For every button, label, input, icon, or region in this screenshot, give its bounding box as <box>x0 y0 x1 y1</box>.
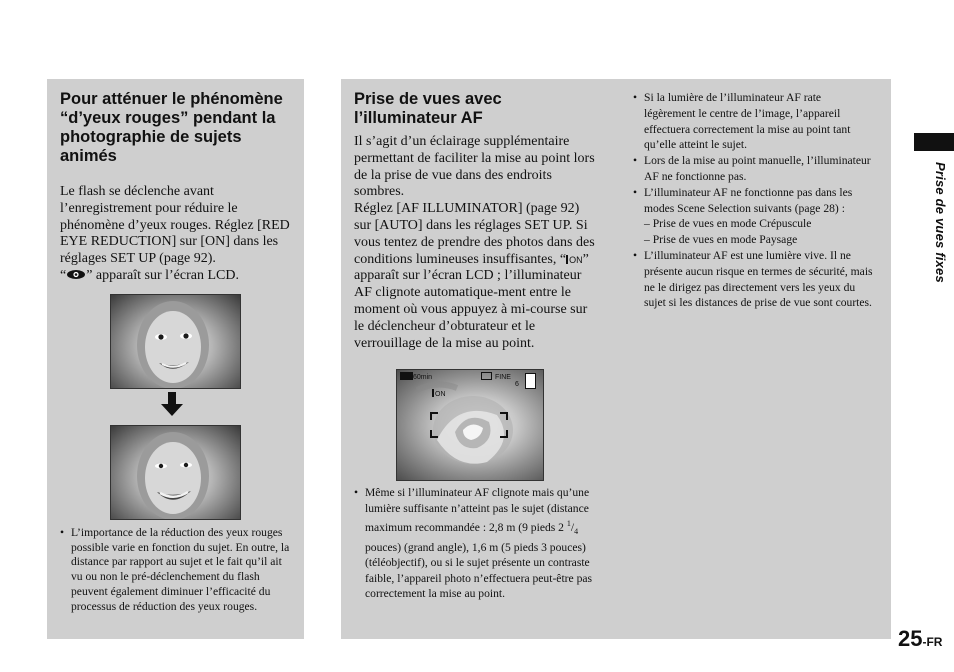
af-illuminator-heading: Prise de vues avec l’illuminateur AF <box>354 90 502 127</box>
af-illuminator-body <box>354 134 599 352</box>
list-item <box>60 526 292 614</box>
lcd-screen-illustration <box>396 369 544 481</box>
memory-card-icon <box>525 373 536 389</box>
bullet-glyph: • <box>354 486 359 499</box>
red-eye-icon <box>66 269 86 280</box>
af-lcd-label: ON <box>435 391 446 398</box>
af-frame-corner <box>430 412 438 420</box>
sub-list-item <box>633 216 873 232</box>
list-item-text: Lors de la mise au point manuelle, l’illuminateur AF ne fonctionne pas. <box>644 154 871 183</box>
af-instructions-text: Réglez [AF ILLUMINATOR] (page 92) sur [AUTO] dans les réglages SET UP. Si vous tentez de prendre des photos dans des conditions lumineuses insuffisantes, “ <box>354 201 595 267</box>
af-illuminator-lcd-icon <box>432 389 446 398</box>
af-illuminator-icon <box>566 255 583 265</box>
af-frame-corner <box>430 430 438 438</box>
af-instructions-end: ” apparaît sur l’écran LCD ; l’illuminateur AF clignote automatique-ment entre le moment où vous appuyez à mi-course sur le déclencheur d’obturateur et le verrouillage de la mise au point. <box>354 251 589 351</box>
list-item <box>633 90 873 153</box>
list-item <box>633 153 873 185</box>
red-eye-body-suffix: ” apparaît sur l’écran LCD. <box>86 267 239 283</box>
list-item-text: Si la lumière de l’illuminateur AF rate légèrement le centre de l’image, l’appareil effectuera correctement la mise au point tant qu’elle atteint le sujet. <box>644 91 851 152</box>
af-frame-corner <box>500 430 508 438</box>
quality-label: FINE <box>495 374 511 381</box>
list-item <box>633 248 873 311</box>
bullet-glyph: • <box>633 91 638 104</box>
quality-indicator <box>481 372 511 381</box>
red-eye-heading: Pour atténuer le phénomène “d’yeux rouges” pendant la photographie de sujets animés <box>60 90 283 165</box>
bullet-glyph: • <box>633 185 638 199</box>
list-item-text: L’illuminateur AF ne fonctionne pas dans les modes Scene Selection suivants (page 28) : <box>644 185 853 215</box>
battery-icon <box>400 372 413 380</box>
red-eye-notes <box>60 526 292 614</box>
fraction-denominator: 4 <box>574 527 579 537</box>
section-tab <box>914 133 954 151</box>
bullet-glyph: • <box>60 526 65 539</box>
af-illuminator-panel <box>341 79 891 639</box>
af-notes-middle <box>354 485 599 602</box>
red-eye-body <box>60 184 296 285</box>
page-language-suffix: -FR <box>922 635 943 649</box>
remaining-shots: 6 <box>515 381 519 388</box>
open-quote: “ <box>60 267 67 283</box>
list-item-text: L’importance de la réduction des yeux rouges possible varie en fonction du sujet. En outre, la distance par rapport au sujet et le fait qu’il ait vu ou non le pré-déclenchement du flash peuvent également diminuer l’efficacité du processus de réduction des yeux rouges. <box>71 526 290 613</box>
list-item <box>633 185 873 217</box>
sub-list-item <box>633 232 873 248</box>
section-label: Prise de vues fixes <box>933 162 948 283</box>
af-intro-text: Il s’agit d’un éclairage supplémentaire permettant de faciliter la mise au point lors de la prise de vue dans des endroits sombres. <box>354 134 595 200</box>
af-frame-corner <box>500 412 508 420</box>
red-eye-photo-before <box>110 294 241 389</box>
sub-list-item-text: – Prise de vues en mode Crépuscule <box>644 217 812 231</box>
red-eye-panel <box>47 79 304 639</box>
red-eye-photo-after <box>110 425 241 520</box>
list-item-text: L’illuminateur AF est une lumière vive. Il ne présente aucun risque en termes de sécurité, mais ne le dirigez pas directement vers les yeux du sujet si les distances de prise de vue sont courtes. <box>644 248 873 310</box>
page-number <box>898 626 942 652</box>
af-notes-right <box>633 90 873 311</box>
list-item-text-end: pouces) (grand angle), 1,6 m (5 pieds 3 pouces) (téléobjectif), ou si le sujet présente un contraste faible, l’appareil photo n’effectuera peut-être pas correctement la mise au point. <box>365 540 593 601</box>
af-icon-label: ON <box>569 254 583 265</box>
list-item-text: Même si l’illuminateur AF clignote mais qu’une lumière suffisante n’atteint pas le sujet (distance maximum recommandée : 2,8 m (9 pieds 2 <box>365 486 590 534</box>
bullet-glyph: • <box>633 248 638 262</box>
arrow-down-icon <box>161 392 183 416</box>
rose-image <box>397 370 543 480</box>
fraction-numerator: 1 <box>566 519 571 528</box>
page-number-value: 25 <box>898 626 923 651</box>
fraction-slash: / <box>570 520 575 534</box>
sub-list-item-text: – Prise de vues en mode Paysage <box>644 233 798 247</box>
bullet-glyph: • <box>633 154 638 168</box>
red-eye-body-text: Le flash se déclenche avant l’enregistrement pour réduire le phénomène d’yeux rouges. Réglez [RED EYE REDUCTION] sur [ON] dans les réglages SET UP (page 92). <box>60 184 290 267</box>
image-size-icon <box>481 372 492 380</box>
battery-indicator <box>400 372 432 381</box>
battery-time: 60min <box>413 374 433 381</box>
list-item <box>354 485 599 602</box>
